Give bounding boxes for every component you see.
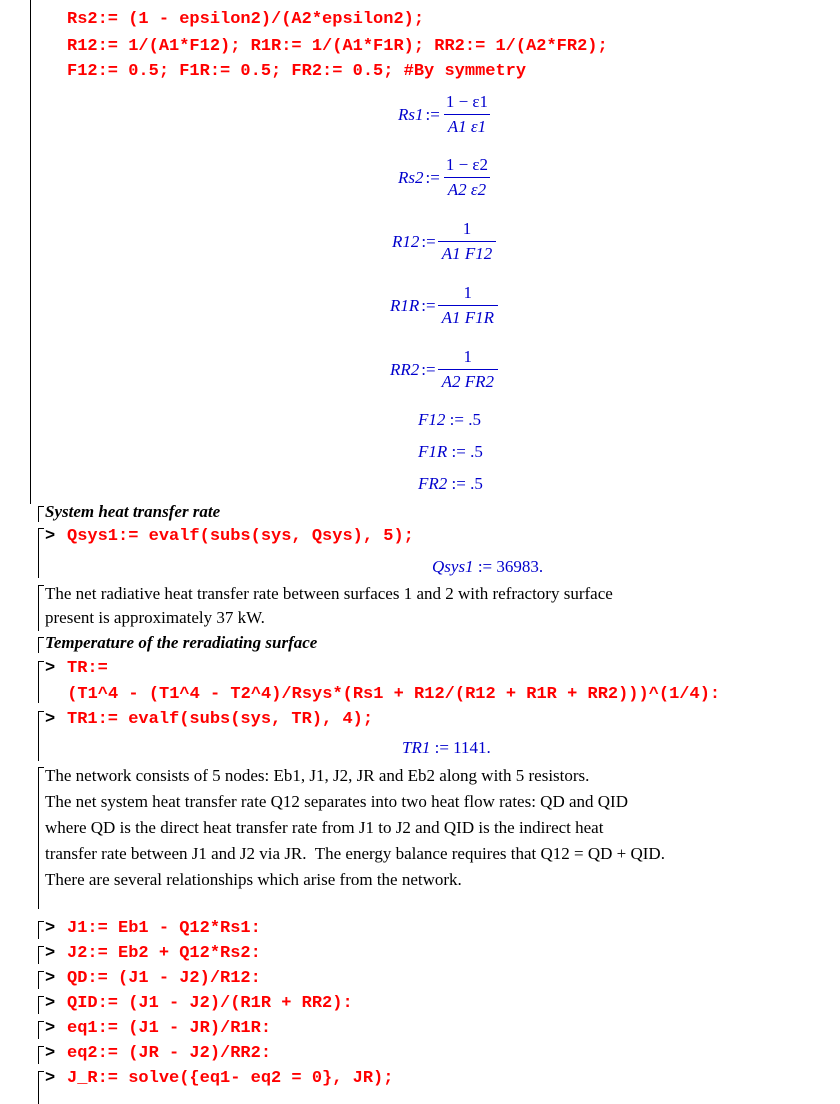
output-lhs: F12: [418, 410, 446, 429]
assign-symbol: :=: [434, 738, 449, 757]
group-bracket: [38, 1071, 39, 1104]
assign-symbol: :=: [425, 104, 440, 124]
output-rr2: [390, 347, 498, 392]
group-bracket: [38, 1021, 39, 1039]
output-lhs: Rs2: [398, 167, 424, 187]
input-line-rs2[interactable]: Rs2:= (1 - epsilon2)/(A2*epsilon2);: [67, 10, 425, 29]
output-rs1: [398, 92, 492, 137]
input-line-qsys1[interactable]: Qsys1:= evalf(subs(sys, Qsys), 5);: [67, 527, 414, 546]
group-bracket: [38, 1046, 39, 1064]
heading-temperature: Temperature of the reradiating surface: [45, 633, 318, 652]
output-fr2: [418, 474, 483, 494]
numerator: 1 − ε2: [445, 155, 489, 174]
numerator: 1: [462, 219, 472, 238]
input-line-eq2[interactable]: eq2:= (JR - J2)/RR2:: [67, 1044, 272, 1063]
denominator: A1 ε1: [444, 114, 490, 137]
paragraph-net-radiative: present is approximately 37 kW.: [45, 608, 265, 627]
denominator: A2 FR2: [438, 369, 498, 392]
output-lhs: Qsys1: [432, 557, 474, 576]
fraction: [438, 283, 498, 328]
fraction: [442, 155, 492, 200]
output-rhs: .5: [470, 474, 483, 493]
input-line-tr[interactable]: TR:=: [67, 659, 108, 678]
output-rhs: .5: [468, 410, 481, 429]
section-bracket: [38, 637, 39, 653]
input-line-tr1[interactable]: TR1:= evalf(subs(sys, TR), 4);: [67, 710, 374, 729]
denominator: A1 F12: [438, 241, 497, 264]
paragraph-network: where QD is the direct heat transfer rate from J1 to J2 and QID is the indirect heat: [45, 818, 604, 837]
paragraph-network: transfer rate between J1 and J2 via JR. The energy balance requires that Q12 = QD + QID.: [45, 844, 665, 863]
paragraph-network: The net system heat transfer rate Q12 separates into two heat flow rates: QD and QID: [45, 792, 628, 811]
input-line-qid[interactable]: QID:= (J1 - J2)/(R1R + RR2):: [67, 994, 353, 1013]
input-line-view-factors[interactable]: F12:= 0.5; F1R:= 0.5; FR2:= 0.5; #By symmetry: [67, 62, 527, 81]
assign-symbol: :=: [451, 474, 466, 493]
group-bracket: [38, 921, 39, 939]
assign-symbol: :=: [449, 410, 464, 429]
fraction: [438, 347, 498, 392]
heading-system-heat-transfer: System heat transfer rate: [45, 502, 221, 521]
group-bracket: [38, 996, 39, 1014]
numerator: 1 − ε1: [445, 92, 489, 111]
group-bracket: [38, 528, 39, 578]
input-line-eq1[interactable]: eq1:= (J1 - JR)/R1R:: [67, 1019, 272, 1038]
output-qsys1: [432, 557, 543, 577]
output-lhs: Rs1: [398, 104, 424, 124]
output-rhs: 36983.: [496, 557, 544, 576]
numerator: 1: [463, 347, 473, 366]
paragraph-net-radiative: The net radiative heat transfer rate between surfaces 1 and 2 with refractory surface: [45, 584, 613, 603]
numerator: 1: [463, 283, 473, 302]
output-f12: [418, 410, 481, 430]
fraction: [438, 219, 497, 264]
denominator: A2 ε2: [444, 177, 490, 200]
group-bracket: [38, 661, 39, 703]
input-line-resistances[interactable]: R12:= 1/(A1*F12); R1R:= 1/(A1*F1R); RR2:= 1/(A2*FR2);: [67, 37, 608, 56]
input-prompt: >: [45, 994, 56, 1013]
text-bracket: [38, 767, 39, 909]
output-lhs: FR2: [418, 474, 448, 493]
group-bracket: [38, 711, 39, 761]
output-lhs: F1R: [418, 442, 448, 461]
output-r12: [392, 219, 496, 264]
group-bracket: [30, 0, 31, 504]
assign-symbol: :=: [421, 295, 436, 315]
output-r1r: [390, 283, 498, 328]
fraction: [442, 92, 492, 137]
input-line-j2[interactable]: J2:= Eb2 + Q12*Rs2:: [67, 944, 261, 963]
section-bracket: [38, 506, 39, 522]
input-prompt: >: [45, 710, 56, 729]
output-lhs: R12: [392, 231, 420, 251]
output-f1r: [418, 442, 483, 462]
input-prompt: >: [45, 919, 56, 938]
input-line-jr-solve[interactable]: J_R:= solve({eq1- eq2 = 0}, JR);: [67, 1069, 394, 1088]
assign-symbol: :=: [451, 442, 466, 461]
group-bracket: [38, 946, 39, 964]
assign-symbol: :=: [421, 231, 436, 251]
input-prompt: >: [45, 944, 56, 963]
assign-symbol: :=: [421, 359, 436, 379]
output-lhs: RR2: [390, 359, 420, 379]
input-prompt: >: [45, 527, 56, 546]
paragraph-network: The network consists of 5 nodes: Eb1, J1, J2, JR and Eb2 along with 5 resistors.: [45, 766, 590, 785]
input-prompt: >: [45, 1019, 56, 1038]
input-line-j1[interactable]: J1:= Eb1 - Q12*Rs1:: [67, 919, 261, 938]
output-rs2: [398, 155, 492, 200]
group-bracket: [38, 971, 39, 989]
input-prompt: >: [45, 1069, 56, 1088]
output-rhs: .5: [470, 442, 483, 461]
input-prompt: >: [45, 969, 56, 988]
input-line-qd[interactable]: QD:= (J1 - J2)/R12:: [67, 969, 261, 988]
output-lhs: R1R: [390, 295, 420, 315]
assign-symbol: :=: [425, 167, 440, 187]
input-prompt: >: [45, 659, 56, 678]
text-bracket: [38, 585, 39, 631]
output-rhs: 1141.: [453, 738, 491, 757]
paragraph-network: There are several relationships which arise from the network.: [45, 870, 462, 889]
input-prompt: >: [45, 1044, 56, 1063]
denominator: A1 F1R: [438, 305, 498, 328]
output-tr1: [402, 738, 491, 758]
assign-symbol: :=: [477, 557, 493, 576]
output-lhs: TR1: [402, 738, 431, 757]
input-line-tr-expression[interactable]: (T1^4 - (T1^4 - T2^4)/Rsys*(Rs1 + R12/(R12 + R1R + RR2)))^(1/4):: [57, 685, 721, 704]
